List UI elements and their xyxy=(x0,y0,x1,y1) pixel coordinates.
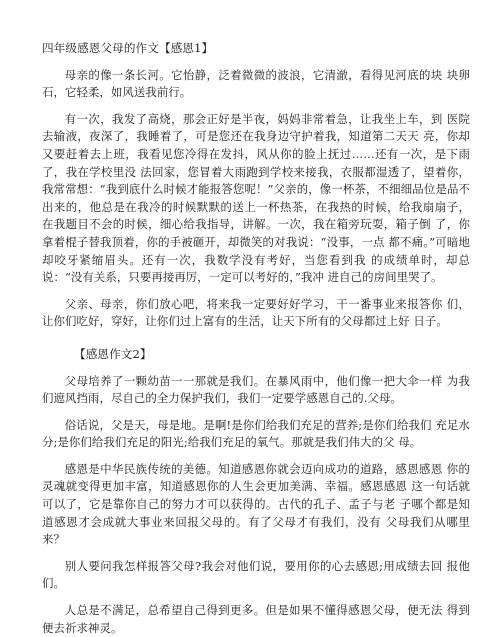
spacer xyxy=(42,549,470,558)
spacer xyxy=(42,452,470,461)
paragraph-mother-river: 母亲的像一条长河。它怡静，泛着微微的波浪，它清澈，看得见河底的块 块卵石，它轻柔，如风送我前行。 xyxy=(42,67,470,100)
spacer xyxy=(42,364,470,373)
paragraph-seedling: 父母培养了一颗幼苗一一那就是我们。在暴风雨中，他们像一把大伞一样 为我们遮风挡雨，尽自己的全力保护我们，我们一定要学感恩自己的.父母。 xyxy=(42,373,470,406)
paragraph-gratitude-virtue: 感恩是中华民族传统的美德。知道感恩你就会迈向成功的道路，感恩感恩 你的灵魂就变得更加丰富，知道感恩你的人生会更加美满、幸福。感恩感恩 这一句话就可以了，它是靠你自己的努力才可以获得的。古代的孔子、孟子与老 子哪个都是知道感恩才会成就大事业来回报父母的。有了父母才有我们，没有 父母我们从哪里来？ xyxy=(42,461,470,547)
spacer xyxy=(42,287,470,296)
spacer xyxy=(42,102,470,111)
paragraph-childhood-memories: 有一次，我发了高烧，那会正好是半夜，妈妈非常着急，让我坐上车，到 医院去输液，夜深了，我睡着了，可是您还在我身边守护着我，知道第二天天 亮，你却又要赶着去上班，我看见您冷得在发抖，风从你的脸上抚过……还有一次，是下雨了，我在学校里没 法回家，您冒着大雨跑到学校来接我，衣服都湿透了，望着你，我常常想：“我到底什么时候才能报答您呢！”父亲的，像一杯茶，不细细品位是品不出来的，他总是在我冷的时候默默的送上一杯热茶，在我热的时候，给我扇扇子， 在我题目不会的时候，细心给我指导，讲解。一次，我在箱旁玩耍，箱子倒 了，你拿着棍子替我顶着，你的手被砸开，却微笑的对我说：“没事，一点 都不痛。”可暗地却咬牙紧缩眉头。还有一次，我数学没有考好，当您看到我 的成绩单时，却总说：“没有关系，只要再接再厉，一定可以考好的，”我冲 进自己的房间里哭了。 xyxy=(42,111,470,285)
section-title-essay-2: 【感恩作文2】 xyxy=(74,346,152,361)
paragraph-promise-to-parents: 父亲、母亲，你们放心吧，将来我一定要好好学习，干一番事业来报答你 们，让你们吃好，穿好，让你们过上富有的生活，让天下所有的父母都过上好 日子。 xyxy=(42,296,470,329)
spacer xyxy=(42,593,470,602)
paragraph-heaven-earth: 俗话说，父是天，母是地。是啊!是你们给我们充足的营养;是你们给我们 充足水分;是你们给我们充足的阳光;给我们充足的氧气。那就是我们伟大的父 母。 xyxy=(42,417,470,450)
spacer xyxy=(42,331,470,346)
document-heading: 四年级感恩父母的作文【感恩1】 xyxy=(42,41,214,55)
paragraph-repay-parents: 别人要问我怎样报答父母?我会对他们说，要用你的心去感恩;用成绩去回 报他们。 xyxy=(42,558,470,591)
spacer xyxy=(42,408,470,417)
spacer xyxy=(42,58,470,67)
document-page xyxy=(42,40,470,637)
paragraph-never-satisfied: 人总是不满足，总希望自己得到更多。但是如果不懂得感恩父母，便无法 得到便去祈求神灵。 xyxy=(42,603,470,635)
